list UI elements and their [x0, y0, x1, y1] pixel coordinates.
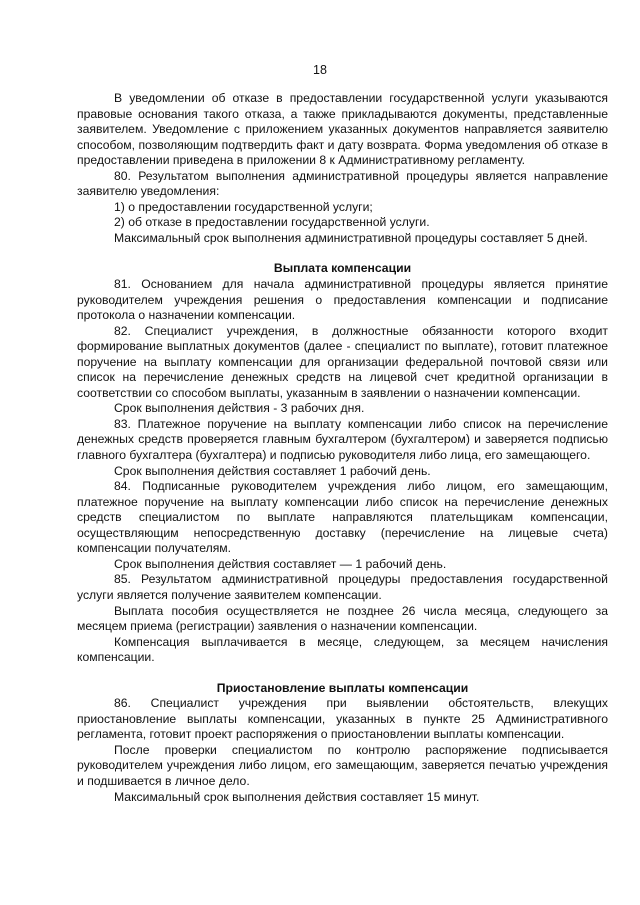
section-heading: Выплата компенсации [273, 261, 412, 276]
paragraph: 85. Результатом административной процедуры предоставления государственной услуги является получение заявителем компенсации. [77, 572, 608, 602]
list-item: 1) о предоставлении государственной услуги; [114, 199, 373, 214]
paragraph: Компенсация выплачивается в месяце, следующем, за месяцем начисления компенсации. [77, 634, 608, 665]
paragraph: 81. Основанием для начала административной процедуры является принятие руководителем учреждения решения о предоставления компенсации и подписание протокола о назначении компенсации. [77, 277, 608, 323]
paragraph: Максимальный срок выполнения действия составляет 15 минут. [114, 789, 480, 804]
paragraph: Срок выполнения действия - 3 рабочих дня. [114, 401, 365, 416]
section-gap [77, 666, 608, 681]
page-number: 18 [313, 63, 327, 77]
paragraph: В уведомлении об отказе в предоставлении государственной услуги указываются правовые основания такого отказа, а также прикладываются документы, представленные заявителем. Уведомление с приложением указанных документов направляется заявителю способом, позволяющим подтвердить факт и дату возврата. Форма уведомления об отказе в предоставлении приведена в приложении 8 к Административному регламенту. [77, 91, 608, 168]
paragraph: 80. Результатом выполнения административной процедуры является направление заявителю уведомления: [77, 168, 608, 199]
paragraph: Максимальный срок выполнения административной процедуры составляет 5 дней. [114, 230, 588, 245]
document-body [77, 91, 608, 805]
paragraph: 82. Специалист учреждения, в должностные обязанности которого входит формирование выплатных документов (далее - специалист по выплате), готовит платежное поручение на выплату компенсации для организации федеральной почтовой связи или список на перечисление денежных средств на лицевой счет кредитной организации в соответствии со способом выплаты, указанным в заявлении о назначении компенсации. [77, 323, 608, 400]
paragraph: Срок выполнения действия составляет — 1 рабочий день. [114, 556, 447, 571]
paragraph: Срок выполнения действия составляет 1 рабочий день. [114, 463, 431, 478]
paragraph: После проверки специалистом по контролю распоряжение подписывается руководителем учреждения либо лицом, его замещающим, заверяется печатью учреждения и подшивается в личное дело. [77, 742, 608, 788]
list-item: 2) об отказе в предоставлении государственной услуги. [114, 215, 430, 230]
paragraph: 83. Платежное поручение на выплату компенсации либо список на перечисление денежных средств проверяется главным бухгалтером (бухгалтером) и заверяется подписью главного бухгалтера (бухгалтера) и подписью руководителя либо лица, его замещающего. [77, 416, 608, 463]
paragraph: 84. Подписанные руководителем учреждения либо лицом, его замещающим, платежное поручение на выплату компенсации либо список на перечисление денежных средств специалистом по выплате направляются плательщикам компенсации, осуществляющим непосредственную доставку (перечисление на лицевые счета) компенсации получателям. [77, 479, 608, 556]
paragraph: 86. Специалист учреждения при выявлении обстоятельств, влекущих приостановление выплаты компенсации, указанных в пункте 25 Административного регламента, готовит проект распоряжения о приостановлении выплаты компенсации. [77, 696, 608, 742]
section-heading: Приостановление выплаты компенсации [216, 680, 469, 695]
section-gap [77, 246, 608, 261]
paragraph: Выплата пособия осуществляется не позднее 26 числа месяца, следующего за месяцем приема (регистрации) заявления о назначении компенсации. [77, 603, 608, 634]
